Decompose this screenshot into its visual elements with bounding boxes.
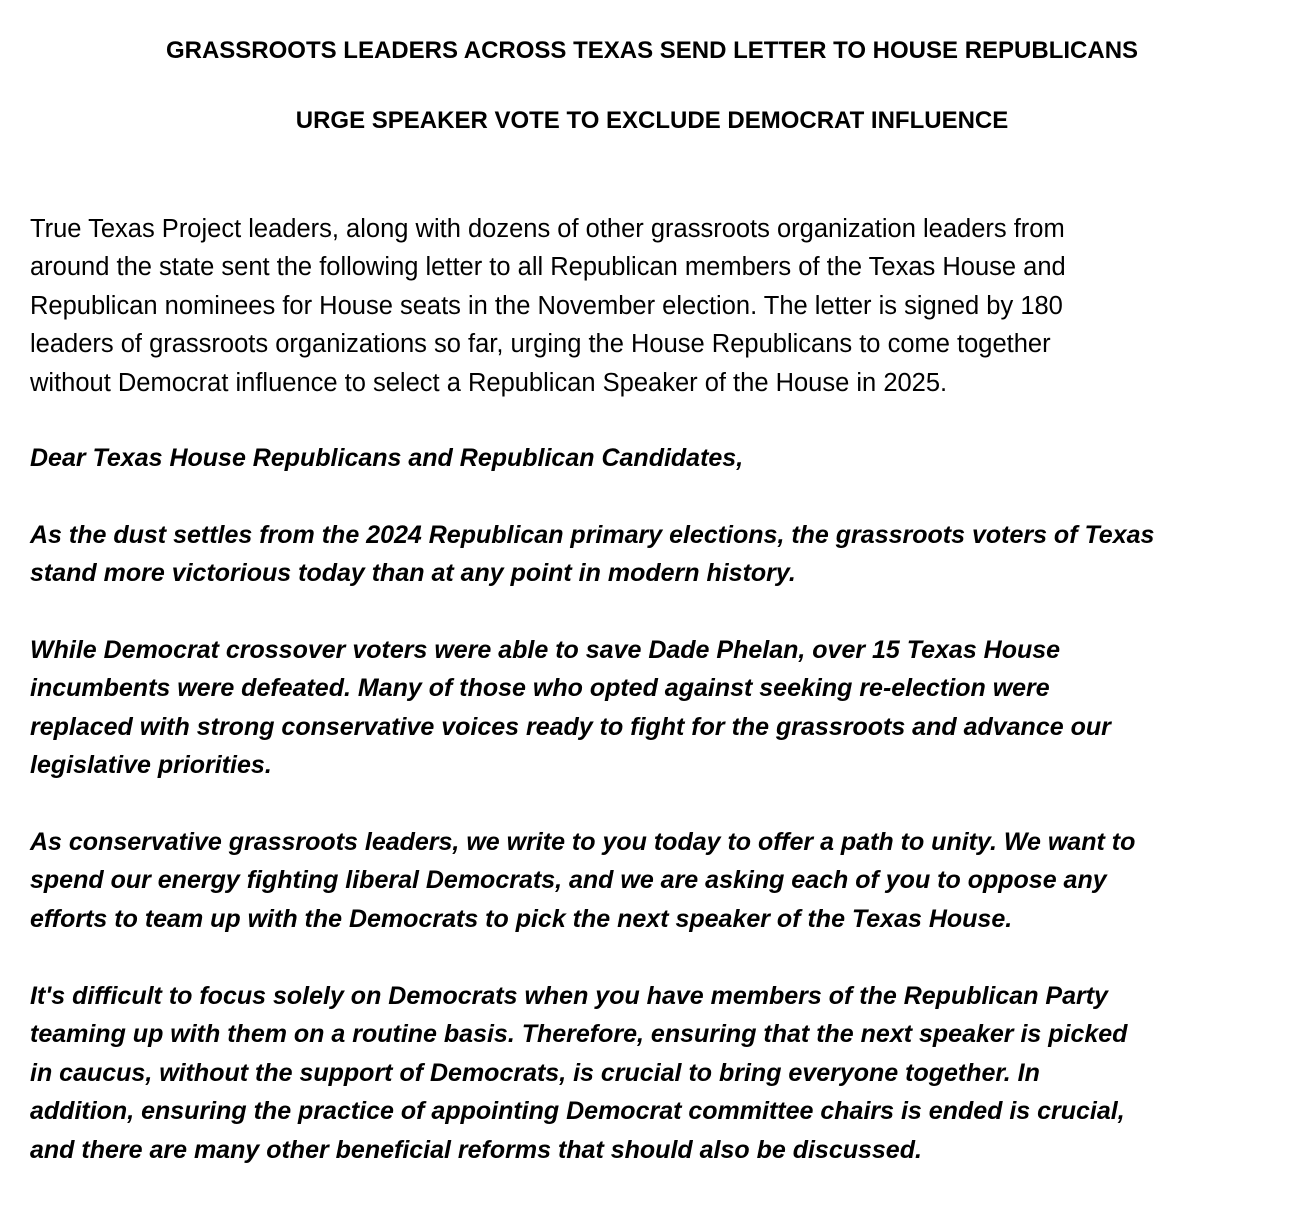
- intro-line: without Democrat influence to select a Republican Speaker of the House in 2025.: [30, 368, 948, 397]
- headline: GRASSROOTS LEADERS ACROSS TEXAS SEND LETTER TO HOUSE REPUBLICANS: [165, 37, 1139, 64]
- salutation-line: Dear Texas House Republicans and Republican Candidates,: [30, 444, 744, 472]
- intro-line: Republican nominees for House seats in the November election. The letter is signed by 180: [30, 291, 1063, 320]
- letter-paragraph-1: [30, 516, 1270, 593]
- letter-line: and there are many other beneficial reforms that should also be discussed.: [30, 1135, 922, 1164]
- intro-line: True Texas Project leaders, along with dozens of other grassroots organization leaders from: [30, 215, 1065, 243]
- letter-line: replaced with strong conservative voices ready to fight for the grassroots and advance our: [30, 712, 1111, 741]
- letter-line: While Democrat crossover voters were able to save Dade Phelan, over 15 Texas House: [30, 636, 1061, 664]
- letter-line: in caucus, without the support of Democrats, is crucial to bring everyone together. In: [30, 1058, 1040, 1087]
- letter-line: stand more victorious today than at any point in modern history.: [30, 559, 796, 588]
- letter-paragraph-2: [30, 631, 1270, 785]
- letter-paragraph-3: [30, 823, 1270, 938]
- intro-line: leaders of grassroots organizations so far, urging the House Republicans to come together: [30, 330, 1051, 359]
- letter-paragraph-4: [30, 977, 1270, 1169]
- letter-line: efforts to team up with the Democrats to pick the next speaker of the Texas House.: [30, 904, 1013, 933]
- letter-line: spend our energy fighting liberal Democrats, and we are asking each of you to oppose any: [30, 866, 1107, 895]
- letter-salutation: [30, 439, 1270, 477]
- letter-line: teaming up with them on a routine basis. Therefore, ensuring that the next speaker is picked: [30, 1020, 1128, 1049]
- letter-line: incumbents were defeated. Many of those who opted against seeking re-election were: [30, 674, 1050, 703]
- letter-line: As the dust settles from the 2024 Republican primary elections, the grassroots voters of Texas: [30, 521, 1155, 549]
- letter-line: As conservative grassroots leaders, we write to you today to offer a path to unity. We want to: [30, 828, 1136, 856]
- letter-line: It's difficult to focus solely on Democrats when you have members of the Republican Party: [30, 982, 1108, 1010]
- subheadline: URGE SPEAKER VOTE TO EXCLUDE DEMOCRAT INFLUENCE: [295, 107, 1009, 134]
- letter-line: legislative priorities.: [30, 751, 272, 780]
- intro-line: around the state sent the following letter to all Republican members of the Texas House and: [30, 253, 1066, 282]
- intro-paragraph: [30, 210, 1270, 402]
- letter-line: addition, ensuring the practice of appointing Democrat committee chairs is ended is crucial,: [30, 1097, 1125, 1126]
